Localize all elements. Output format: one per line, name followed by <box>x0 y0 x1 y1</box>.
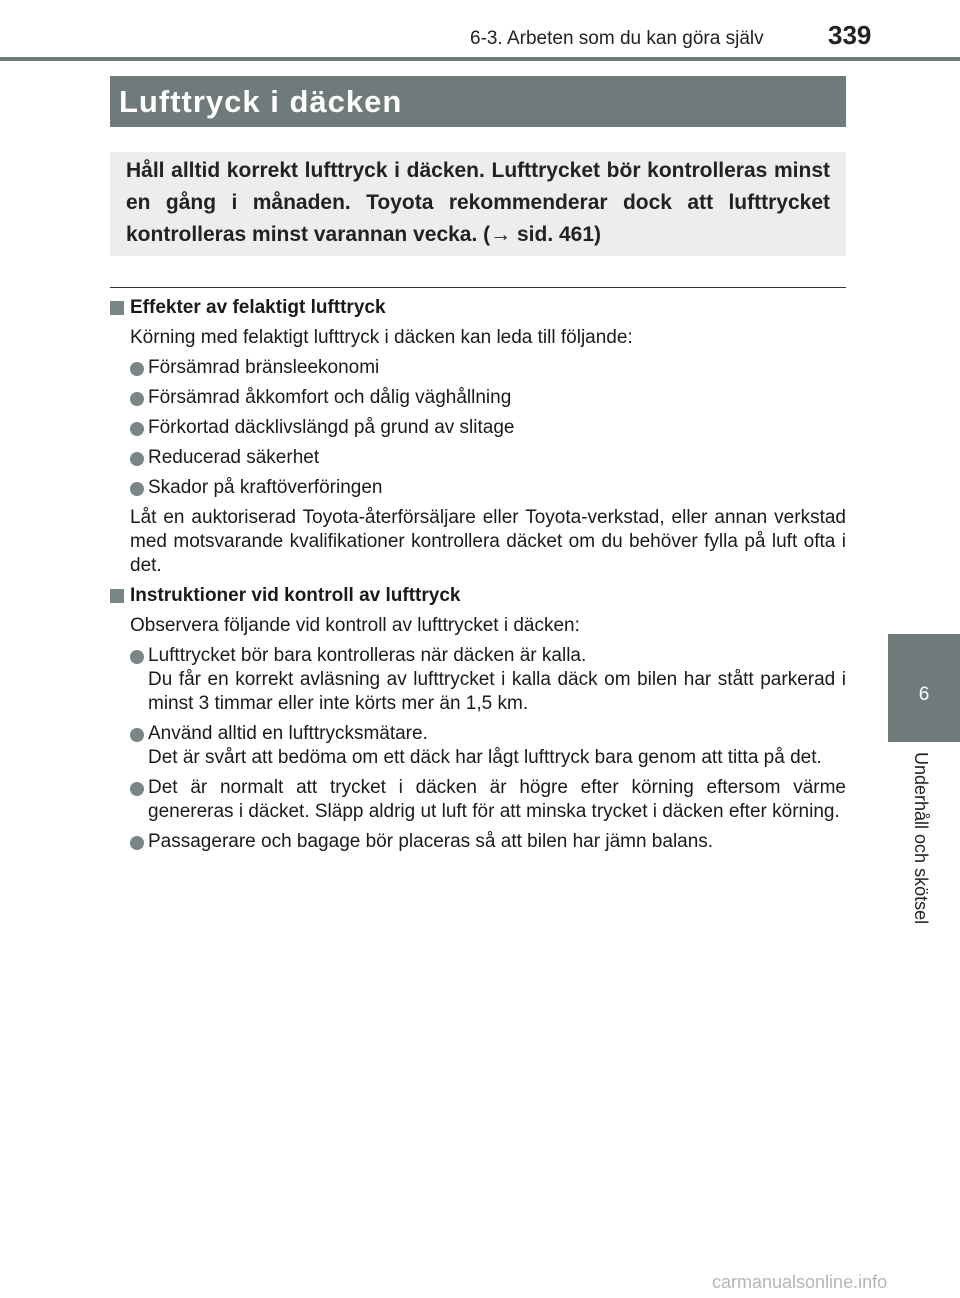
square-bullet-icon <box>110 589 124 603</box>
section-heading-text: Instruktioner vid kontroll av lufttryck <box>130 585 461 606</box>
list-item: Försämrad bränsleekonomi <box>110 356 846 380</box>
list-item: Skador på kraftöverföringen <box>110 476 846 500</box>
intro-text: Håll alltid korrekt lufttryck i däcken. Lufttrycket bör kontrolleras minst en gång i månaden. Toyota rekommenderar dock att lufttrycket kontrolleras minst varannan vecka. ( <box>126 159 830 246</box>
arrow-icon: → <box>490 223 512 246</box>
chapter-label: Underhåll och skötsel <box>911 752 931 925</box>
list-item: Försämrad åkkomfort och dålig väghållning <box>110 386 846 410</box>
page-number: 339 <box>828 20 872 50</box>
round-bullet-icon <box>130 422 144 436</box>
list-item: Det är normalt att trycket i däcken är högre efter körning eftersom värme genereras i däcket. Släpp aldrig ut luft för att minska trycket i däcken efter körning. <box>110 776 846 824</box>
page-reference: sid. 461) <box>511 223 602 246</box>
round-bullet-icon <box>130 392 144 406</box>
section-intro: Körning med felaktigt lufttryck i däcken kan leda till följande: <box>130 327 633 348</box>
round-bullet-icon <box>130 782 144 796</box>
intro-box <box>110 152 846 256</box>
section-heading <box>110 584 846 608</box>
section-outro: Låt en auktoriserad Toyota-återförsäljare eller Toyota-verkstad, eller annan verkstad med motsvarande kvalifikationer kontrollera däcket om du behöver fylla på luft ofta i det. <box>130 507 846 576</box>
round-bullet-icon <box>130 482 144 496</box>
watermark: carmanualsonline.info <box>712 1272 888 1292</box>
section-intro: Observera följande vid kontroll av lufttrycket i däcken: <box>130 615 580 636</box>
list-item: Lufttrycket bör bara kontrolleras när däcken är kalla. Du får en korrekt avläsning av lufttrycket i kalla däck om bilen har stått parkerad i minst 3 timmar eller inte körts mer än 1,5 km. <box>110 644 846 716</box>
content <box>110 296 846 860</box>
section-rule <box>110 287 846 288</box>
list-item: Förkortad däcklivslängd på grund av slitage <box>110 416 846 440</box>
round-bullet-icon <box>130 650 144 664</box>
list-item: Passagerare och bagage bör placeras så att bilen har jämn balans. <box>110 830 846 854</box>
section-heading-text: Effekter av felaktigt lufttryck <box>130 297 386 318</box>
round-bullet-icon <box>130 728 144 742</box>
page-title: Lufttryck i däcken <box>110 76 846 127</box>
chapter-tab: 6 <box>888 634 960 742</box>
list-item: Använd alltid en lufttrycksmätare. Det är svårt att bedöma om ett däck har lågt lufttryck bara genom att titta på det. <box>110 722 846 770</box>
header-section-title: 6-3. Arbeten som du kan göra själv <box>470 28 764 49</box>
round-bullet-icon <box>130 452 144 466</box>
header-rule <box>0 57 960 61</box>
round-bullet-icon <box>130 836 144 850</box>
round-bullet-icon <box>130 362 144 376</box>
list-item: Reducerad säkerhet <box>110 446 846 470</box>
section-heading <box>110 296 846 320</box>
square-bullet-icon <box>110 301 124 315</box>
